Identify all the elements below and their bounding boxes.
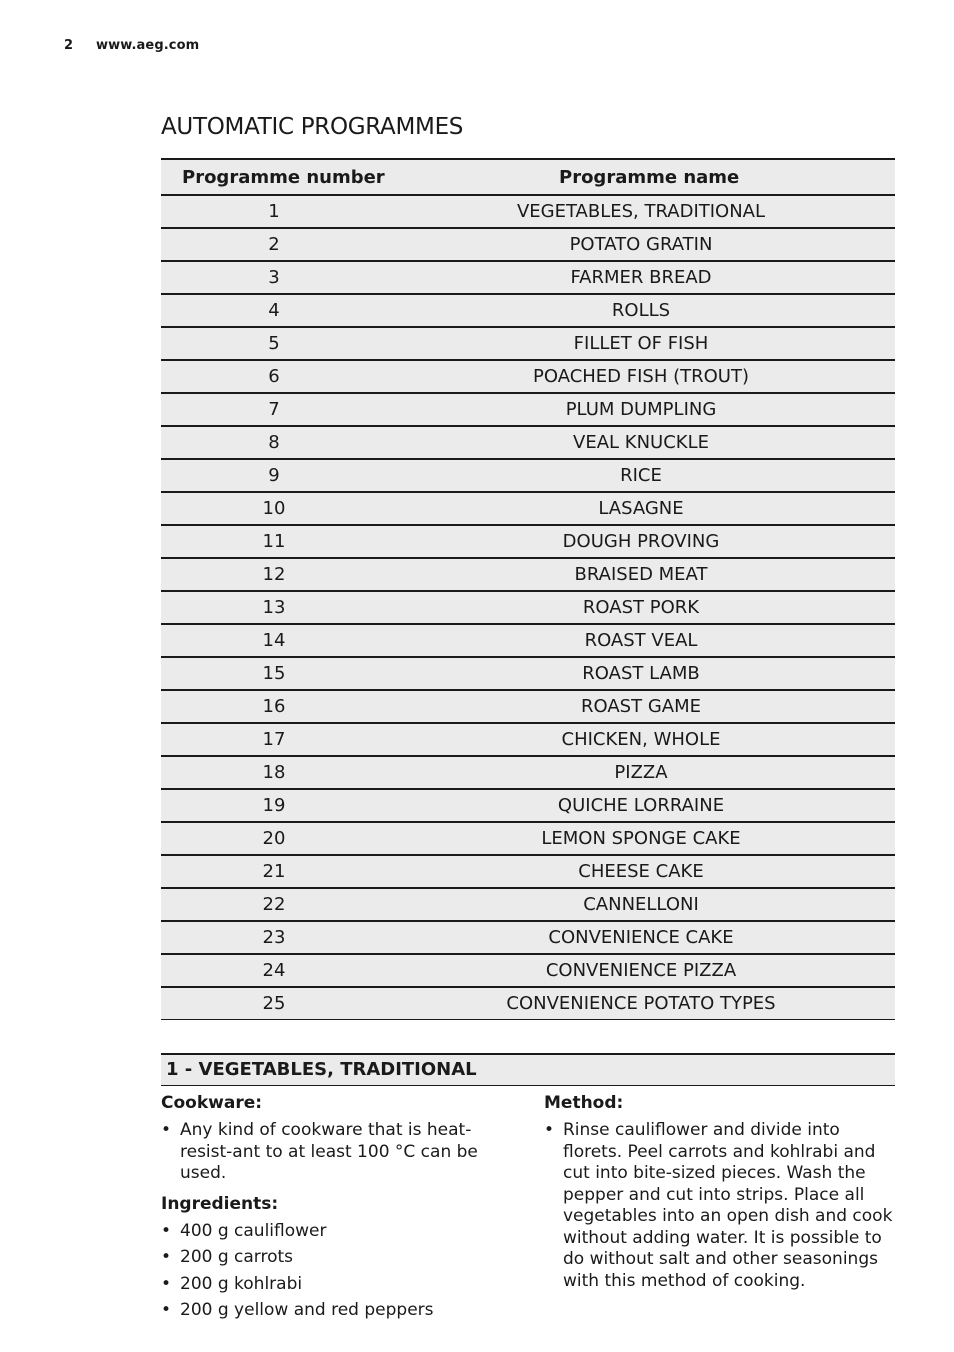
table-row [161,624,895,657]
programme-table [161,158,895,1020]
method-item [544,1120,896,1292]
programme-number-cell: 25 [161,987,387,1020]
programme-name-cell: VEAL KNUCKLE [387,426,895,459]
page-number: 2 [64,38,74,53]
table-row [161,558,895,591]
table-row [161,723,895,756]
programme-number-cell: 23 [161,921,387,954]
recipe-title: 1 - VEGETABLES, TRADITIONAL [166,1059,477,1080]
programme-name-cell: ROAST VEAL [387,624,895,657]
programme-name-cell: PLUM DUMPLING [387,393,895,426]
programme-number-cell: 1 [161,195,387,228]
table-row [161,822,895,855]
page-header [64,38,199,53]
recipe-header-box [161,1053,895,1086]
programme-number-cell: 13 [161,591,387,624]
programme-name-cell: VEGETABLES, TRADITIONAL [387,195,895,228]
programme-number-cell: 3 [161,261,387,294]
programme-name-cell: CANNELLONI [387,888,895,921]
ingredient-item [161,1221,521,1243]
table-row [161,360,895,393]
programme-name-cell: FILLET OF FISH [387,327,895,360]
column-header-number: Programme number [161,159,387,195]
method-list [544,1120,896,1292]
programme-name-cell: ROAST LAMB [387,657,895,690]
table-row [161,657,895,690]
programme-name-cell: POACHED FISH (TROUT) [387,360,895,393]
bullet-icon: • [161,1120,172,1140]
table-row [161,261,895,294]
programme-number-cell: 9 [161,459,387,492]
table-row [161,756,895,789]
programme-number-cell: 17 [161,723,387,756]
programme-name-cell: BRAISED MEAT [387,558,895,591]
programme-name-cell: CHICKEN, WHOLE [387,723,895,756]
bullet-icon: • [544,1120,555,1140]
table-row [161,492,895,525]
bullet-icon: • [161,1247,172,1267]
table-row [161,327,895,360]
table-row [161,888,895,921]
programme-name-cell: LASAGNE [387,492,895,525]
bullet-icon: • [161,1300,172,1320]
programme-name-cell: CONVENIENCE CAKE [387,921,895,954]
programme-number-cell: 12 [161,558,387,591]
ingredient-item-text: 200 g kohlrabi [180,1273,303,1294]
programme-number-cell: 14 [161,624,387,657]
programme-name-cell: ROLLS [387,294,895,327]
programme-number-cell: 20 [161,822,387,855]
table-body [161,195,895,1020]
programme-number-cell: 7 [161,393,387,426]
programme-name-cell: CONVENIENCE POTATO TYPES [387,987,895,1020]
table-row [161,393,895,426]
ingredient-item [161,1247,521,1269]
table-row [161,921,895,954]
programme-number-cell: 6 [161,360,387,393]
programme-number-cell: 8 [161,426,387,459]
method-heading: Method: [544,1093,624,1113]
ingredients-heading: Ingredients: [161,1193,279,1214]
programme-number-cell: 22 [161,888,387,921]
table-row [161,228,895,261]
programme-number-cell: 19 [161,789,387,822]
method-item-text: Rinse cauliflower and divide into florets. Peel carrots and kohlrabi and cut into bite-sized pieces. Wash the pepper and cut into strips. Place all vegetables into an open dish and cook without adding water. It is possible to do without salt and other seasonings with this method of cooking. [563,1120,893,1291]
programme-number-cell: 21 [161,855,387,888]
ingredient-item [161,1300,521,1322]
table-row [161,591,895,624]
programme-name-cell: RICE [387,459,895,492]
recipe-right-column [544,1092,896,1300]
table-row [161,690,895,723]
cookware-list [161,1120,521,1185]
programme-name-cell: DOUGH PROVING [387,525,895,558]
programme-name-cell: FARMER BREAD [387,261,895,294]
programme-name-cell: CONVENIENCE PIZZA [387,954,895,987]
programme-number-cell: 24 [161,954,387,987]
table-row [161,459,895,492]
table-row [161,195,895,228]
bullet-icon: • [161,1273,172,1294]
programme-name-cell: POTATO GRATIN [387,228,895,261]
recipe-left-column [161,1092,521,1330]
ingredient-item [161,1274,521,1296]
table-row [161,525,895,558]
table-row [161,987,895,1020]
table-row [161,426,895,459]
programme-number-cell: 16 [161,690,387,723]
programme-name-cell: ROAST GAME [387,690,895,723]
programme-name-cell: LEMON SPONGE CAKE [387,822,895,855]
website-url[interactable]: www.aeg.com [96,38,200,53]
table-row [161,855,895,888]
programme-number-cell: 5 [161,327,387,360]
ingredients-list [161,1221,521,1322]
section-title: AUTOMATIC PROGRAMMES [161,114,464,140]
cookware-item-text: Any kind of cookware that is heat-resist-ant to at least 100 °C can be used. [180,1120,478,1183]
programme-name-cell: ROAST PORK [387,591,895,624]
cookware-heading: Cookware: [161,1093,263,1113]
ingredient-item-text: 200 g carrots [180,1247,294,1267]
programme-number-cell: 4 [161,294,387,327]
programme-name-cell: QUICHE LORRAINE [387,789,895,822]
table-row [161,294,895,327]
programme-number-cell: 18 [161,756,387,789]
programme-name-cell: CHEESE CAKE [387,855,895,888]
bullet-icon: • [161,1220,172,1241]
table-row [161,789,895,822]
programme-number-cell: 2 [161,228,387,261]
cookware-item [161,1120,521,1185]
programme-number-cell: 10 [161,492,387,525]
ingredient-item-text: 200 g yellow and red peppers [180,1300,434,1320]
ingredient-item-text: 400 g cauliflower [180,1220,327,1241]
programme-number-cell: 11 [161,525,387,558]
table-row [161,954,895,987]
table-header-row [161,159,895,195]
column-header-name: Programme name [387,159,895,195]
programme-number-cell: 15 [161,657,387,690]
programme-name-cell: PIZZA [387,756,895,789]
